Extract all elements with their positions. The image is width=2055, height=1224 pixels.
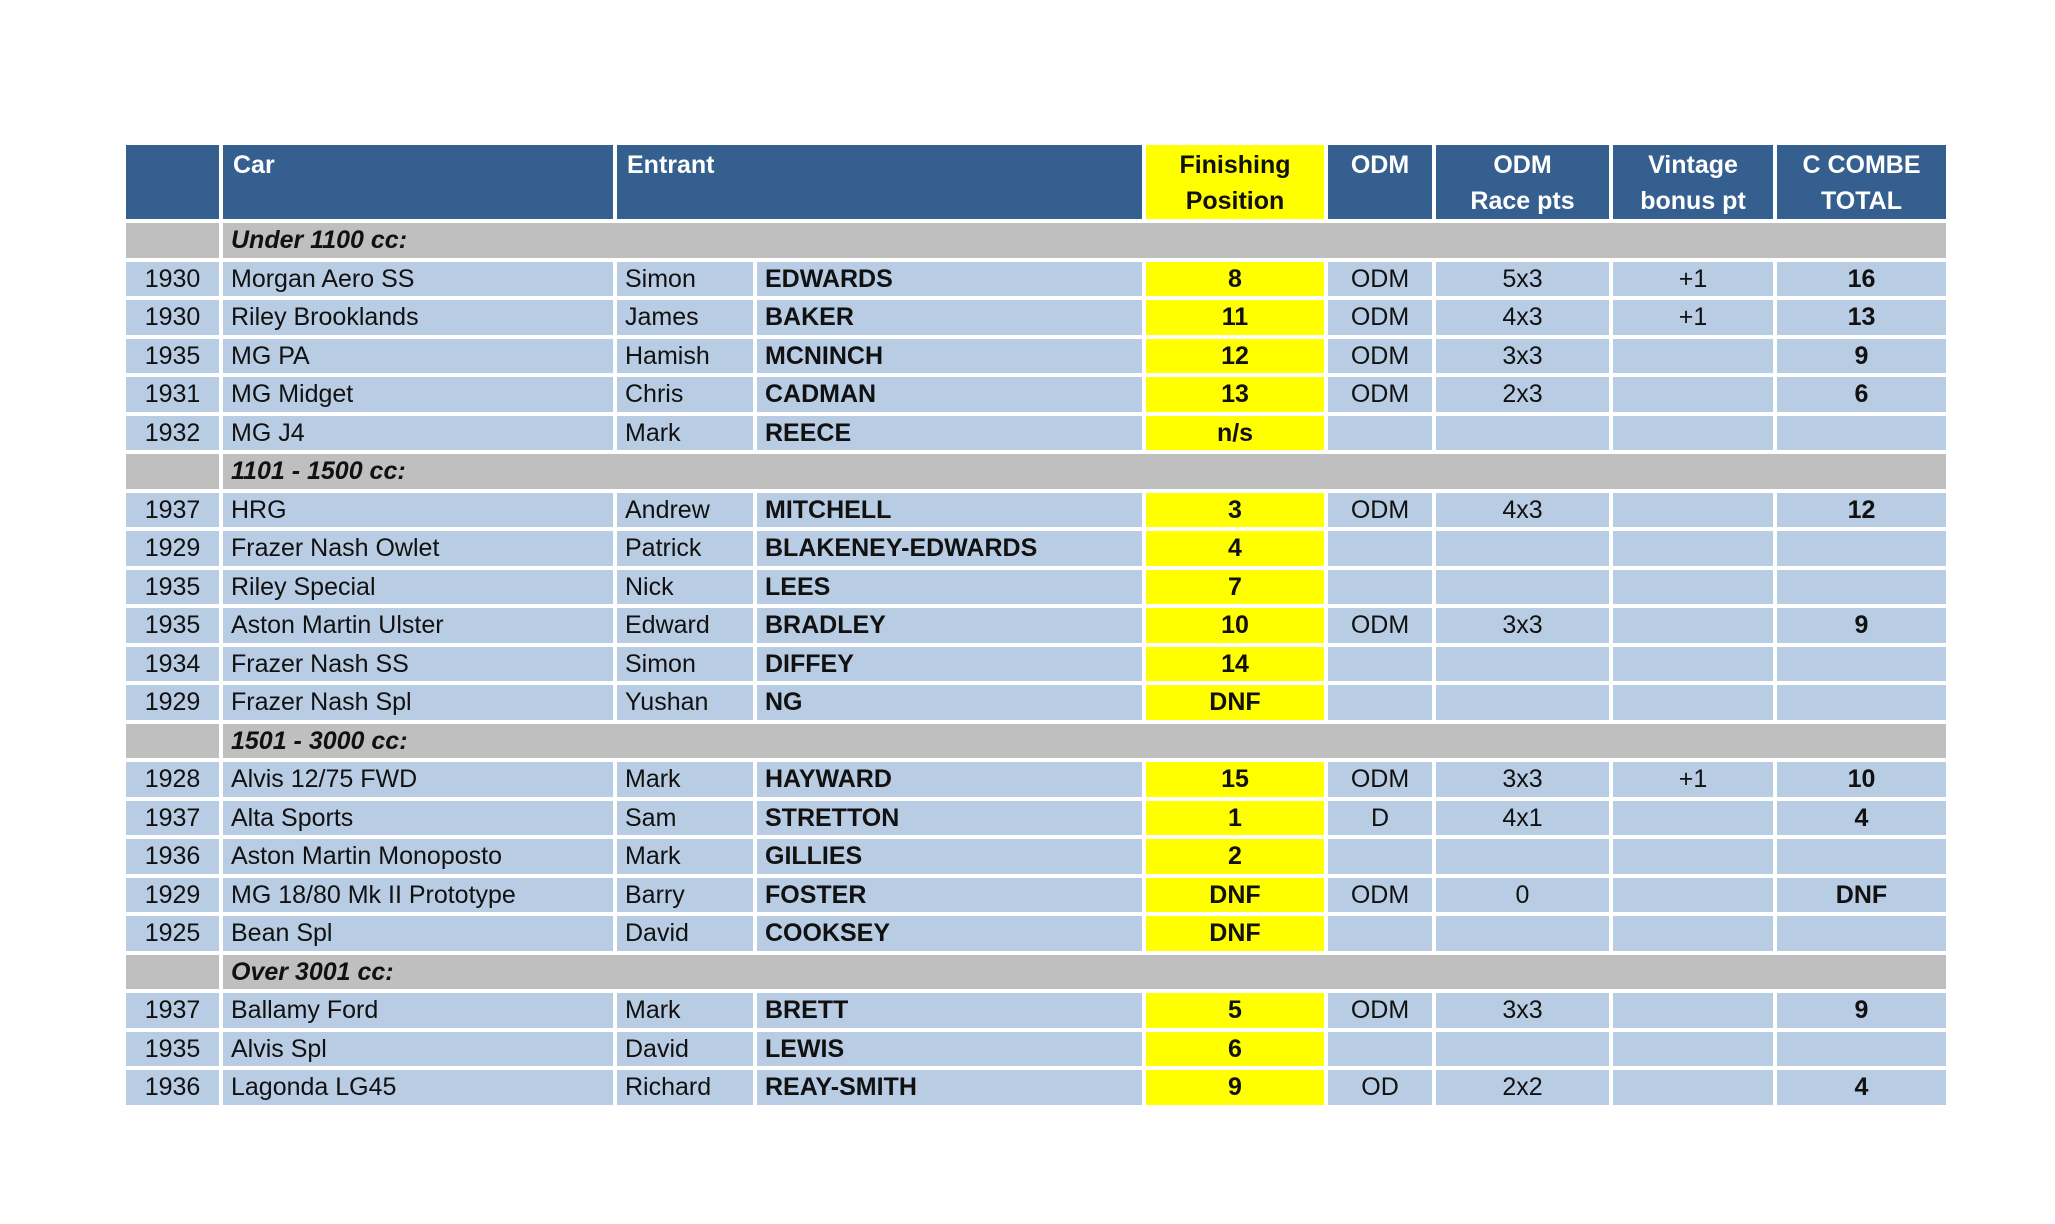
odm-race-pts-cell: 4x3 (1436, 300, 1609, 335)
year-cell: 1937 (126, 493, 219, 528)
first-name-cell: Sam (617, 801, 753, 836)
finishing-position-cell: 12 (1146, 339, 1324, 374)
table-row (126, 531, 1946, 566)
vintage-bonus-cell (1613, 493, 1773, 528)
odm-race-pts-cell (1436, 416, 1609, 451)
car-cell: MG 18/80 Mk II Prototype (223, 878, 613, 913)
header-total: C COMBE TOTAL (1777, 145, 1946, 219)
year-cell: 1931 (126, 377, 219, 412)
last-name-cell: MITCHELL (757, 493, 1142, 528)
first-name-cell: James (617, 300, 753, 335)
total-cell: 4 (1777, 1070, 1946, 1105)
header-odm-race-pts: ODM Race pts (1436, 145, 1609, 219)
first-name-cell: Hamish (617, 339, 753, 374)
finishing-position-cell: 9 (1146, 1070, 1324, 1105)
table-row (126, 377, 1946, 412)
total-cell: 16 (1777, 262, 1946, 297)
total-cell (1777, 685, 1946, 720)
last-name-cell: REECE (757, 416, 1142, 451)
table-row (126, 262, 1946, 297)
odm-race-pts-cell (1436, 685, 1609, 720)
odm-race-pts-cell: 3x3 (1436, 339, 1609, 374)
odm-cell: OD (1328, 1070, 1432, 1105)
car-cell: Bean Spl (223, 916, 613, 951)
table-row (126, 878, 1946, 913)
finishing-position-cell: 1 (1146, 801, 1324, 836)
finishing-position-cell: 7 (1146, 570, 1324, 605)
finishing-position-cell: 13 (1146, 377, 1324, 412)
year-cell: 1936 (126, 839, 219, 874)
odm-cell: ODM (1328, 300, 1432, 335)
last-name-cell: STRETTON (757, 801, 1142, 836)
odm-race-pts-cell: 0 (1436, 878, 1609, 913)
table-row (126, 1032, 1946, 1067)
vintage-bonus-cell: +1 (1613, 762, 1773, 797)
finishing-position-cell: 14 (1146, 647, 1324, 682)
odm-race-pts-cell: 4x3 (1436, 493, 1609, 528)
last-name-cell: BRETT (757, 993, 1142, 1028)
table-row (126, 993, 1946, 1028)
vintage-bonus-cell (1613, 993, 1773, 1028)
group-spacer (126, 454, 219, 489)
group-spacer (126, 955, 219, 990)
table-row (126, 300, 1946, 335)
table-row (126, 839, 1946, 874)
odm-race-pts-cell: 3x3 (1436, 993, 1609, 1028)
odm-cell: ODM (1328, 377, 1432, 412)
first-name-cell: Barry (617, 878, 753, 913)
odm-cell: ODM (1328, 339, 1432, 374)
car-cell: Ballamy Ford (223, 993, 613, 1028)
car-cell: Alvis 12/75 FWD (223, 762, 613, 797)
first-name-cell: Patrick (617, 531, 753, 566)
last-name-cell: GILLIES (757, 839, 1142, 874)
first-name-cell: Mark (617, 416, 753, 451)
finishing-position-cell: n/s (1146, 416, 1324, 451)
group-spacer (126, 724, 219, 759)
car-cell: Riley Brooklands (223, 300, 613, 335)
car-cell: Aston Martin Monoposto (223, 839, 613, 874)
table-row (126, 570, 1946, 605)
odm-cell (1328, 839, 1432, 874)
finishing-position-cell: DNF (1146, 878, 1324, 913)
table-row (126, 493, 1946, 528)
total-cell (1777, 839, 1946, 874)
last-name-cell: EDWARDS (757, 262, 1142, 297)
first-name-cell: David (617, 916, 753, 951)
total-cell (1777, 570, 1946, 605)
year-cell: 1932 (126, 416, 219, 451)
odm-cell: ODM (1328, 878, 1432, 913)
last-name-cell: LEES (757, 570, 1142, 605)
last-name-cell: CADMAN (757, 377, 1142, 412)
odm-race-pts-cell (1436, 647, 1609, 682)
finishing-position-cell: 6 (1146, 1032, 1324, 1067)
first-name-cell: Simon (617, 647, 753, 682)
odm-cell (1328, 1032, 1432, 1067)
vintage-bonus-cell (1613, 531, 1773, 566)
car-cell: Aston Martin Ulster (223, 608, 613, 643)
year-cell: 1935 (126, 1032, 219, 1067)
table-row (126, 916, 1946, 951)
first-name-cell: Richard (617, 1070, 753, 1105)
first-name-cell: Edward (617, 608, 753, 643)
year-cell: 1925 (126, 916, 219, 951)
total-cell: 13 (1777, 300, 1946, 335)
vintage-bonus-cell (1613, 878, 1773, 913)
last-name-cell: BLAKENEY-EDWARDS (757, 531, 1142, 566)
first-name-cell: Mark (617, 839, 753, 874)
last-name-cell: DIFFEY (757, 647, 1142, 682)
vintage-bonus-cell: +1 (1613, 262, 1773, 297)
year-cell: 1930 (126, 262, 219, 297)
finishing-position-cell: DNF (1146, 685, 1324, 720)
total-cell (1777, 647, 1946, 682)
year-cell: 1928 (126, 762, 219, 797)
odm-cell (1328, 416, 1432, 451)
header-row (126, 145, 1946, 219)
total-cell: 4 (1777, 801, 1946, 836)
total-cell (1777, 531, 1946, 566)
vintage-bonus-cell (1613, 1032, 1773, 1067)
car-cell: Riley Special (223, 570, 613, 605)
car-cell: Morgan Aero SS (223, 262, 613, 297)
odm-race-pts-cell (1436, 570, 1609, 605)
header-odm: ODM (1328, 145, 1432, 219)
class-group-row (126, 223, 1946, 258)
total-cell: 9 (1777, 608, 1946, 643)
car-cell: MG Midget (223, 377, 613, 412)
vintage-bonus-cell (1613, 839, 1773, 874)
vintage-bonus-cell (1613, 685, 1773, 720)
odm-cell: ODM (1328, 993, 1432, 1028)
last-name-cell: FOSTER (757, 878, 1142, 913)
car-cell: Alta Sports (223, 801, 613, 836)
odm-race-pts-cell (1436, 1032, 1609, 1067)
car-cell: HRG (223, 493, 613, 528)
total-cell (1777, 416, 1946, 451)
car-cell: Frazer Nash SS (223, 647, 613, 682)
total-cell: 9 (1777, 339, 1946, 374)
table-row (126, 339, 1946, 374)
table-row (126, 685, 1946, 720)
car-cell: Lagonda LG45 (223, 1070, 613, 1105)
odm-cell: ODM (1328, 762, 1432, 797)
odm-cell (1328, 916, 1432, 951)
class-group-row (126, 454, 1946, 489)
odm-race-pts-cell: 2x3 (1436, 377, 1609, 412)
class-group-label: 1101 - 1500 cc: (223, 454, 1946, 489)
year-cell: 1934 (126, 647, 219, 682)
table-row (126, 416, 1946, 451)
odm-cell (1328, 531, 1432, 566)
finishing-position-cell: 3 (1146, 493, 1324, 528)
vintage-bonus-cell (1613, 339, 1773, 374)
group-spacer (126, 223, 219, 258)
last-name-cell: BRADLEY (757, 608, 1142, 643)
odm-cell: D (1328, 801, 1432, 836)
last-name-cell: REAY-SMITH (757, 1070, 1142, 1105)
odm-race-pts-cell (1436, 839, 1609, 874)
table-row (126, 801, 1946, 836)
odm-cell (1328, 647, 1432, 682)
first-name-cell: Mark (617, 762, 753, 797)
total-cell: 6 (1777, 377, 1946, 412)
total-cell: 12 (1777, 493, 1946, 528)
last-name-cell: HAYWARD (757, 762, 1142, 797)
table-row (126, 608, 1946, 643)
odm-race-pts-cell: 4x1 (1436, 801, 1609, 836)
car-cell: MG PA (223, 339, 613, 374)
year-cell: 1930 (126, 300, 219, 335)
year-cell: 1929 (126, 878, 219, 913)
first-name-cell: Mark (617, 993, 753, 1028)
year-cell: 1935 (126, 570, 219, 605)
first-name-cell: Chris (617, 377, 753, 412)
table-row (126, 647, 1946, 682)
odm-race-pts-cell: 5x3 (1436, 262, 1609, 297)
finishing-position-cell: 2 (1146, 839, 1324, 874)
vintage-bonus-cell (1613, 647, 1773, 682)
vintage-bonus-cell (1613, 1070, 1773, 1105)
vintage-bonus-cell: +1 (1613, 300, 1773, 335)
vintage-bonus-cell (1613, 801, 1773, 836)
first-name-cell: Nick (617, 570, 753, 605)
header-year (126, 145, 219, 219)
first-name-cell: David (617, 1032, 753, 1067)
class-group-label: Under 1100 cc: (223, 223, 1946, 258)
finishing-position-cell: 4 (1146, 531, 1324, 566)
header-vintage-bonus: Vintage bonus pt (1613, 145, 1773, 219)
first-name-cell: Andrew (617, 493, 753, 528)
first-name-cell: Simon (617, 262, 753, 297)
finishing-position-cell: 5 (1146, 993, 1324, 1028)
finishing-position-cell: 11 (1146, 300, 1324, 335)
table-row (126, 1070, 1946, 1105)
vintage-bonus-cell (1613, 377, 1773, 412)
header-car: Car (223, 145, 613, 219)
class-group-label: 1501 - 3000 cc: (223, 724, 1946, 759)
finishing-position-cell: 8 (1146, 262, 1324, 297)
total-cell: 10 (1777, 762, 1946, 797)
header-finishing-position: Finishing Position (1146, 145, 1324, 219)
car-cell: Alvis Spl (223, 1032, 613, 1067)
odm-cell: ODM (1328, 262, 1432, 297)
year-cell: 1936 (126, 1070, 219, 1105)
odm-race-pts-cell: 3x3 (1436, 608, 1609, 643)
finishing-position-cell: DNF (1146, 916, 1324, 951)
year-cell: 1935 (126, 608, 219, 643)
car-cell: Frazer Nash Spl (223, 685, 613, 720)
header-entrant: Entrant (617, 145, 1142, 219)
table-row (126, 762, 1946, 797)
last-name-cell: COOKSEY (757, 916, 1142, 951)
finishing-position-cell: 15 (1146, 762, 1324, 797)
odm-race-pts-cell: 2x2 (1436, 1070, 1609, 1105)
class-group-row (126, 724, 1946, 759)
class-group-label: Over 3001 cc: (223, 955, 1946, 990)
car-cell: MG J4 (223, 416, 613, 451)
last-name-cell: NG (757, 685, 1142, 720)
year-cell: 1937 (126, 993, 219, 1028)
class-group-row (126, 955, 1946, 990)
odm-race-pts-cell (1436, 531, 1609, 566)
results-table (122, 141, 1950, 1109)
first-name-cell: Yushan (617, 685, 753, 720)
finishing-position-cell: 10 (1146, 608, 1324, 643)
odm-cell (1328, 570, 1432, 605)
total-cell (1777, 1032, 1946, 1067)
vintage-bonus-cell (1613, 608, 1773, 643)
year-cell: 1929 (126, 531, 219, 566)
car-cell: Frazer Nash Owlet (223, 531, 613, 566)
odm-cell: ODM (1328, 608, 1432, 643)
last-name-cell: LEWIS (757, 1032, 1142, 1067)
odm-cell: ODM (1328, 493, 1432, 528)
results-body (126, 223, 1946, 1105)
odm-race-pts-cell (1436, 916, 1609, 951)
vintage-bonus-cell (1613, 416, 1773, 451)
vintage-bonus-cell (1613, 916, 1773, 951)
total-cell: 9 (1777, 993, 1946, 1028)
last-name-cell: MCNINCH (757, 339, 1142, 374)
total-cell (1777, 916, 1946, 951)
year-cell: 1935 (126, 339, 219, 374)
vintage-bonus-cell (1613, 570, 1773, 605)
year-cell: 1937 (126, 801, 219, 836)
last-name-cell: BAKER (757, 300, 1142, 335)
odm-cell (1328, 685, 1432, 720)
total-cell: DNF (1777, 878, 1946, 913)
odm-race-pts-cell: 3x3 (1436, 762, 1609, 797)
year-cell: 1929 (126, 685, 219, 720)
